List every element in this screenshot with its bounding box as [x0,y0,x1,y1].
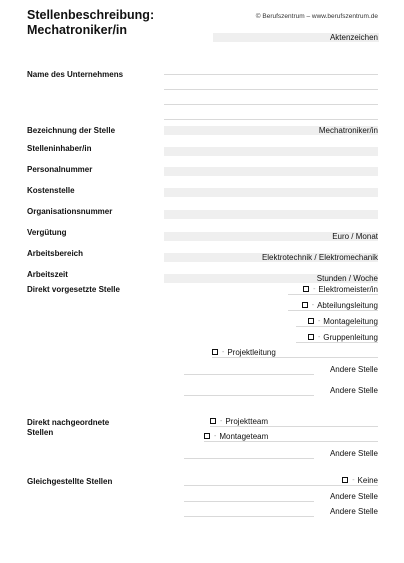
inhaber-label: Stelleninhaber/in [27,144,92,153]
option-projektteam[interactable]: - Projektteam [210,417,268,426]
andere-stelle-input[interactable] [184,501,314,502]
checkbox-icon[interactable] [204,433,210,439]
option-line [288,294,378,295]
andere-stelle-label: Andere Stelle [329,365,378,374]
option-line [184,485,378,486]
option-projektleitung[interactable]: - Projektleitung [212,348,276,357]
option-line [210,426,378,427]
arbeitszeit-value: Stunden / Woche [316,274,378,283]
checkbox-icon[interactable] [308,334,314,340]
inhaber-field[interactable] [164,147,378,156]
personalnummer-field[interactable] [164,167,378,176]
copyright-notice: © Berufszentrum – www.berufszentrum.de [255,13,378,20]
option-line [296,342,378,343]
unternehmen-line-4[interactable] [164,119,378,120]
vorgesetzte-label: Direkt vorgesetzte Stelle [27,285,120,294]
checkbox-icon[interactable] [308,318,314,324]
andere-stelle-input[interactable] [184,395,314,396]
kostenstelle-field[interactable] [164,188,378,197]
checkbox-icon[interactable] [303,286,309,292]
arbeitsbereich-label: Arbeitsbereich [27,249,84,258]
andere-stelle-input[interactable] [184,516,314,517]
option-line [204,441,378,442]
option-keine[interactable]: - Keine [342,476,378,485]
option-montageteam[interactable]: - Montageteam [204,432,268,441]
arbeitsbereich-value: Elektrotechnik / Elektromechanik [261,253,378,262]
organisationsnummer-field[interactable] [164,210,378,219]
checkbox-icon[interactable] [342,477,348,483]
verguetung-value: Euro / Monat [332,232,378,241]
nachgeordnete-label: Direkt nachgeordnete Stellen [27,418,110,437]
option-abteilungsleitung[interactable]: - Abteilungsleitung [302,301,378,310]
andere-stelle-input[interactable] [184,374,314,375]
option-elektromeister[interactable]: - Elektromeister/in [303,285,378,294]
checkbox-icon[interactable] [302,302,308,308]
personalnummer-label: Personalnummer [27,165,93,174]
option-line [296,326,378,327]
aktenzeichen-label: Aktenzeichen [329,33,378,42]
andere-stelle-input[interactable] [184,458,314,459]
unternehmen-label: Name des Unternehmens [27,70,124,79]
option-montageleitung[interactable]: - Montageleitung [308,317,378,326]
verguetung-label: Vergütung [27,228,67,237]
bezeichnung-value: Mechatroniker/in [318,126,378,135]
unternehmen-line-3[interactable] [164,104,378,105]
kostenstelle-label: Kostenstelle [27,186,75,195]
andere-stelle-label: Andere Stelle [329,449,378,458]
organisationsnummer-label: Organisationsnummer [27,207,113,216]
unternehmen-line-2[interactable] [164,89,378,90]
option-line [212,357,378,358]
unternehmen-line-1[interactable] [164,74,378,75]
andere-stelle-label: Andere Stelle [329,507,378,516]
checkbox-icon[interactable] [210,418,216,424]
page-title [27,8,154,38]
arbeitszeit-label: Arbeitszeit [27,270,68,279]
option-line [288,310,378,311]
gleichgestellte-label: Gleichgestellte Stellen [27,477,113,486]
title-line-2: Mechatroniker/in [27,23,128,37]
andere-stelle-label: Andere Stelle [329,386,378,395]
checkbox-icon[interactable] [212,349,218,355]
option-gruppenleitung[interactable]: - Gruppenleitung [308,333,378,342]
andere-stelle-label: Andere Stelle [329,492,378,501]
title-line-1: Stellenbeschreibung: [27,8,155,22]
bezeichnung-label: Bezeichnung der Stelle [27,126,116,135]
